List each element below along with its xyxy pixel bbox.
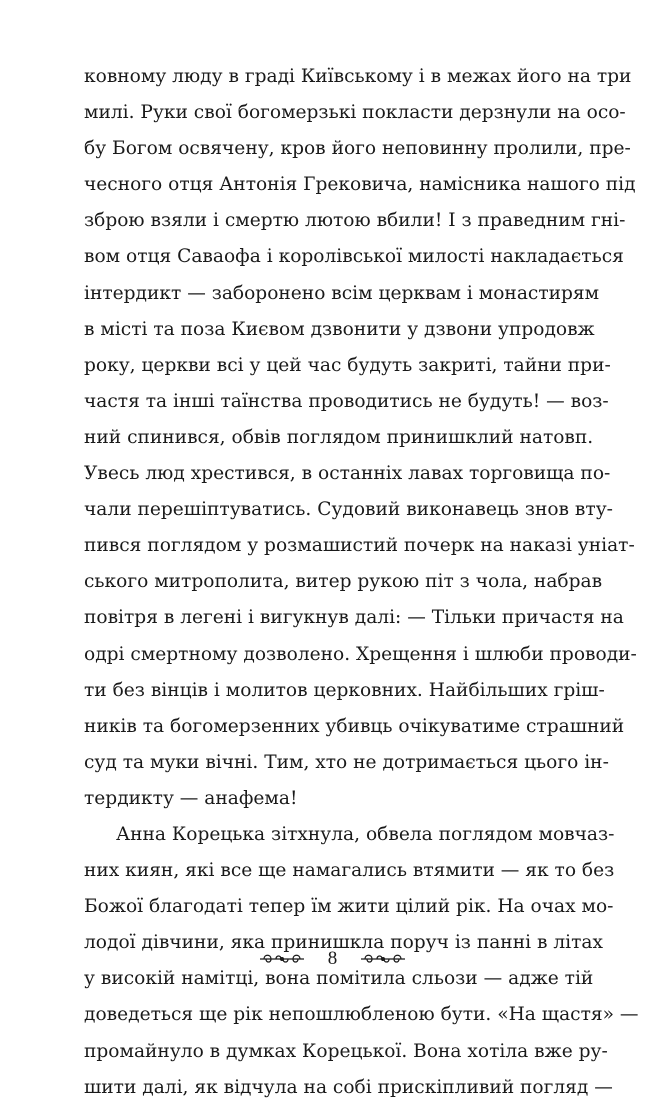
text-line: інтердикт — заборонено всім церквам і монастирям bbox=[84, 282, 600, 304]
text-line: року, церкви всі у цей час будуть закриті, тайни при- bbox=[84, 354, 611, 376]
text-line: зброю взяли і смертю лютою вбили! І з праведним гні- bbox=[84, 210, 626, 232]
text-line: Увесь люд хрестився, в останніх лавах торговища по- bbox=[84, 463, 611, 485]
text-line: чесного отця Антонія Грековича, намісника нашого під bbox=[84, 174, 636, 196]
paragraph-last-line: тердикту — анафема! bbox=[84, 787, 298, 809]
text-line: одрі смертному дозволено. Хрещення і шлюби проводи- bbox=[84, 643, 637, 665]
text-line: частя та інші таїнства проводитись не будуть! — воз- bbox=[84, 390, 609, 412]
text-line: ти без вінців і молитов церковних. Найбільших гріш- bbox=[84, 679, 605, 701]
text-line: милі. Руки свої богомерзькі покласти дерзнули на осо- bbox=[84, 102, 626, 124]
text-line: доведеться ще рік непошлюбленою бути. «На щастя» — bbox=[84, 1004, 639, 1026]
text-line: них киян, які все ще намагались втямити — як то без bbox=[84, 860, 615, 882]
text-line: ний спинився, обвів поглядом принишклий натовп. bbox=[84, 426, 594, 448]
text-line: ського митрополита, витер рукою піт з чола, набрав bbox=[84, 571, 603, 593]
ornament-scroll-icon bbox=[258, 952, 306, 966]
text-line: ковному люду в граді Київському і в межах його на три bbox=[84, 66, 632, 87]
text-line: лодої дівчини, яка принишкла поруч із панні в літах bbox=[84, 932, 603, 954]
text-line: суд та муки вічні. Тим, хто не дотримається цього ін- bbox=[84, 751, 609, 773]
text-line: ників та богомерзенних убивць очікуватиме страшний bbox=[84, 715, 625, 737]
text-line: вом отця Саваофа і королівської милості накладається bbox=[84, 246, 624, 268]
text-line: бу Богом освячену, кров його неповинну пролили, пре- bbox=[84, 138, 631, 160]
text-line: в місті та поза Києвом дзвонити у дзвони упродовж bbox=[84, 318, 595, 340]
ornament-scroll-icon bbox=[359, 952, 407, 966]
text-line: Божої благодаті тепер їм жити цілий рік. На очах мо- bbox=[84, 896, 614, 918]
text-line: пився поглядом у розмашистий почерк на наказі уніат- bbox=[84, 535, 635, 557]
paragraph-first-line: Анна Корецька зітхнула, обвела поглядом мовчаз- bbox=[116, 823, 615, 845]
text-line: у високій намітці, вона помітила сльози — адже тій bbox=[84, 968, 594, 990]
text-line: промайнуло в думках Корецької. Вона хотіла вже ру- bbox=[84, 1040, 608, 1062]
text-line: шити далі, як відчула на собі прискіпливий погляд — bbox=[84, 1076, 613, 1098]
text-line: чали перешіптуватись. Судовий виконавець знов вту- bbox=[84, 499, 613, 521]
page-footer bbox=[0, 945, 665, 973]
text-line: повітря в легені і вигукнув далі: — Тільки причастя на bbox=[84, 607, 624, 629]
page-number: 8 bbox=[327, 948, 338, 969]
